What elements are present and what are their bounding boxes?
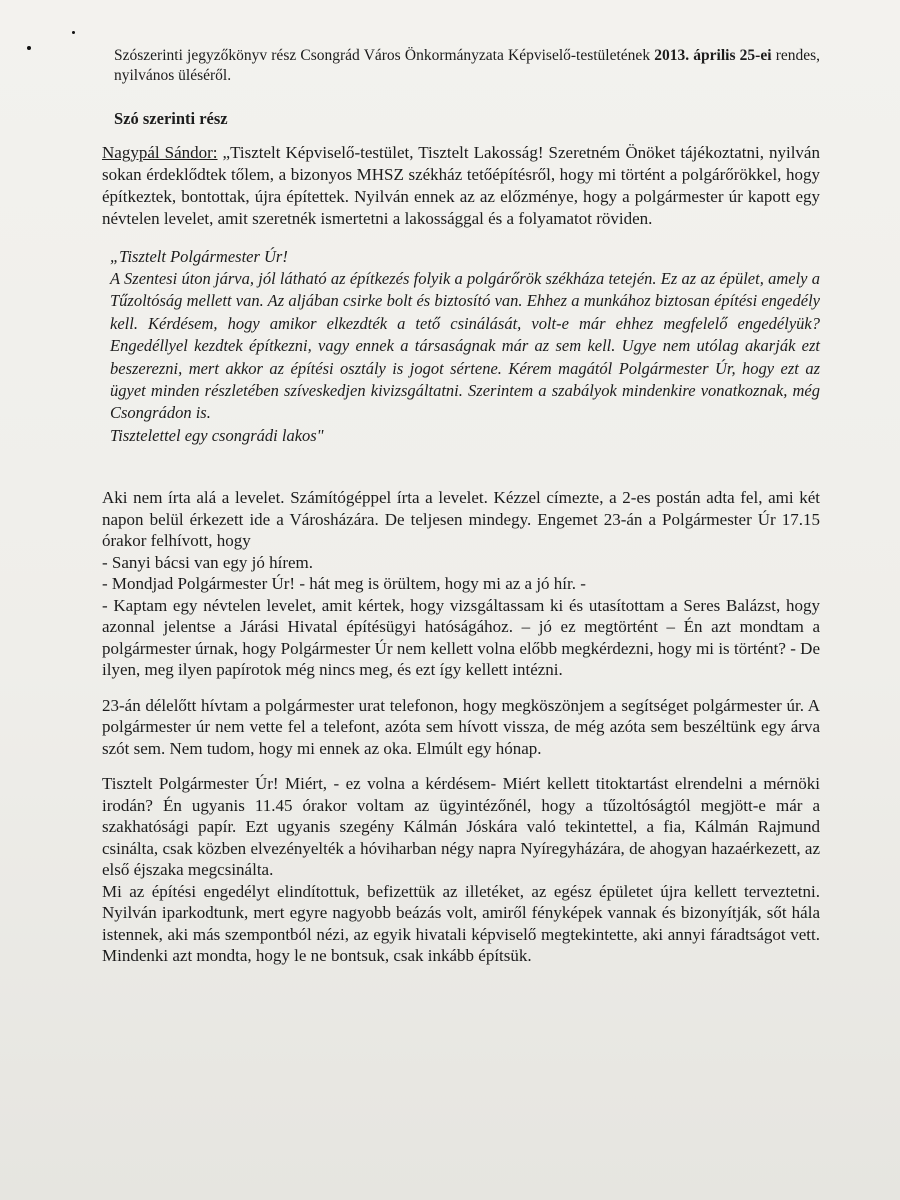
intro-text: „Tisztelt Képviselő-testület, Tisztelt Lakosság! Szeretném Önöket tájékoztatni, nyilván sokan érdeklődtek tőlem, a bizonyos MHSZ székház tetőépítésről, hogy mi történt a polgárőrökkel, hogy építkeztek, bontottak, újra építettek. Nyilván ennek az az előzménye, hogy a polgármester úr kapott egy névtelen levelet, amit szeretnék ismertetni a lakossággal és a folyamatot röviden.	[102, 142, 820, 228]
body-paragraph: Mi az építési engedélyt elindítottuk, befizettük az illetéket, az egész épületet újra kellett terveztetni. Nyilván iparkodtunk, mert egyre nagyobb beázás volt, amiről fényképek vannak és bizonyítják, sőt hála istennek, aki más szempontból nézi, az egyik hivatali képviselő megtekintette, aki annyi fáradtságot vett. Mindenki azt mondta, hogy le ne bontsuk, csak inkább építsük.	[102, 881, 820, 966]
body-paragraph: 23-án délelőtt hívtam a polgármester urat telefonon, hogy megköszönjem a segítséget polgármester úr. A polgármester úr nem vette fel a telefont, azóta sem hívott vissza, de még azóta sem beszéltünk egy árva szót sem. Nem tudom, hogy mi ennek az oka. Elmúlt egy hónap.	[102, 695, 820, 758]
ink-speck	[27, 46, 31, 50]
letter-body: A Szentesi úton járva, jól látható az építkezés folyik a polgárőrök székháza tetején. Ez az az épület, amely a Tűzoltóság mellett van. Az aljában csirke bolt és biztosító van. Ehhez a munkához biztosan építési engedély kell. Kérdésem, hogy amikor elkezdték a tető csinálását, volt-e már ehhez megfelelő engedélyük? Engedéllyel kezdtek építkezni, vagy ennek a társaságnak már az sem kell. Ugye nem utólag akarják ezt beszerezni, mert akkor az építési osztály is jogot sértene. Kérem magától Polgármester Úr, hogy ezt az ügyet minden részletében szíveskedjen kivizsgáltatni. Szerintem a szabályok mindenkire vonatkoznak, még Csongrádon is.	[110, 268, 820, 423]
dialogue-line: - Mondjad Polgármester Úr! - hát meg is örültem, hogy mi az a jó hír. -	[102, 574, 586, 594]
letter-salutation: „Tisztelt Polgármester Úr!	[110, 246, 288, 266]
anonymous-letter	[110, 246, 820, 448]
letter-closing: Tisztelettel egy csongrádi lakos"	[110, 425, 324, 445]
dialogue-line: - Kaptam egy névtelen levelet, amit kértek, hogy vizsgáltassam ki és utasítottam a Seres Balázst, hogy azonnal jelentse a Járási Hivatal építésügyi hatóságához. – jó ez megtörtént – Én azt mondtam a polgármester úrnak, hogy Polgármester Úr nem kellett volna előbb megkérdezni, hogy mi is történt? - De ilyen, meg ilyen papírotok még nincs meg, és ezt így kellett intézni.	[102, 595, 820, 680]
section-title: Szó szerinti rész	[114, 109, 228, 128]
body-paragraph: Aki nem írta alá a levelet. Számítógéppel írta a levelet. Kézzel címezte, a 2-es postán adta fel, ami két napon belül érkezett ide a Városházára. De teljesen mindegy. Engemet 23-án a Polgármester Úr 17.15 órakor felhívott, hogy	[102, 488, 820, 551]
intro-paragraph	[102, 142, 820, 230]
header-year: 2013.	[654, 47, 690, 64]
header-text: Szószerinti jegyzőkönyv rész Csongrád Város Önkormányzata Képviselő-testületének	[114, 47, 651, 64]
header-date: április 25-ei	[693, 47, 772, 64]
body-paragraph: Tisztelt Polgármester Úr! Miért, - ez volna a kérdésem- Miért kellett titoktartást elrendelni a mérnöki irodán? Én ugyanis 11.45 órakor voltam az ügyintézőnél, hogy a tűzoltóságtól megjött-e már a szakhatósági papír. Ezt ugyanis szegény Kálmán Jóskára való tekintettel, a fia, Kálmán Rajmund csinálta, csak közben elvezényelték a hóviharban négy napra Nyíregyházára, de ahogyan hazaérkezett, az első éjszaka megcsinálta.	[102, 774, 820, 880]
speaker-name: Nagypál Sándor:	[102, 142, 218, 162]
header-text-end: rendes, nyilvános üléséről.	[114, 47, 821, 84]
document-header	[114, 46, 820, 86]
dialogue-line: - Sanyi bácsi van egy jó hírem.	[102, 552, 314, 572]
ink-speck	[72, 31, 75, 34]
document-body	[102, 46, 820, 967]
